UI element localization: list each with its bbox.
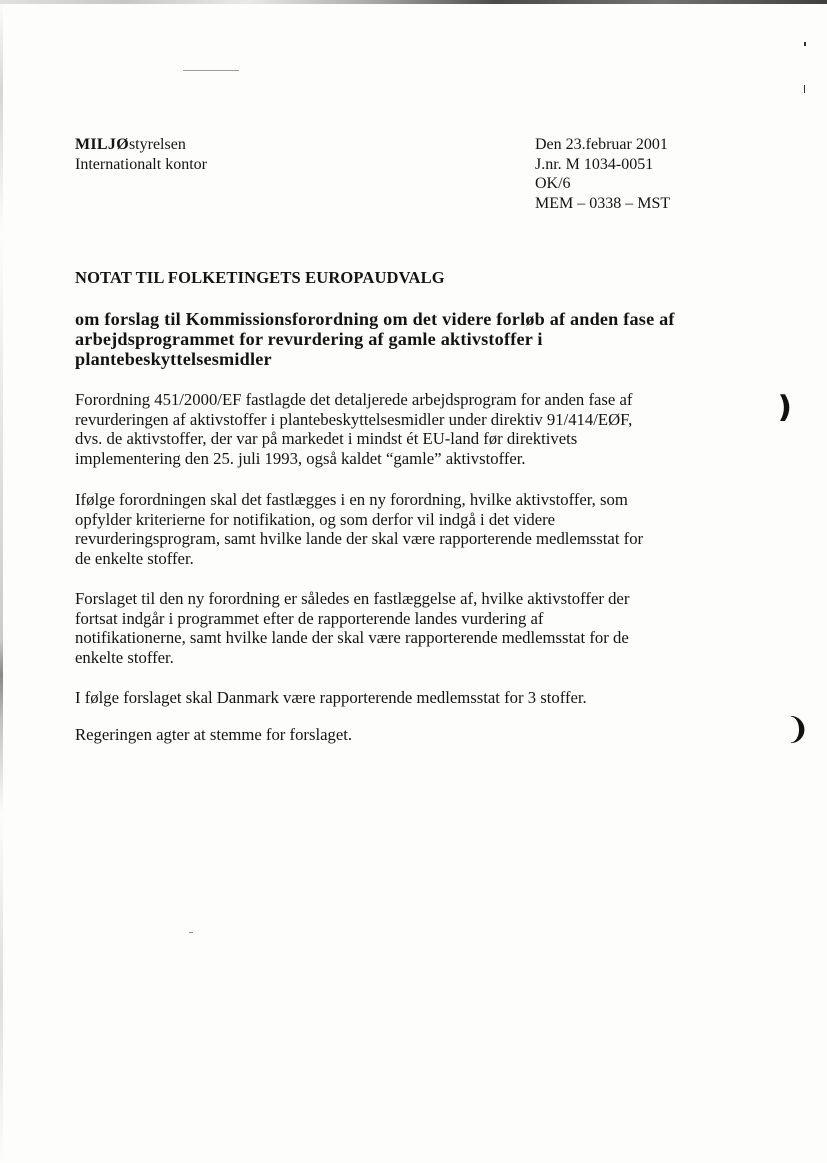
body-paragraph-4	[75, 688, 587, 708]
punch-hole-mark-icon: ❩	[785, 712, 811, 747]
subtitle-line: om forslag til Kommissionsforordning om det videre forløb af anden fase af	[75, 309, 675, 329]
paragraph-line: dvs. de aktivstoffer, der var på markedet i mindst ét EU-land før direktivets	[75, 429, 578, 449]
paragraph-line: Regeringen agter at stemme for forslaget.	[75, 725, 353, 744]
paragraph-line: Forslaget til den ny forordning er således en fastlæggelse af, hvilke aktivstoffer der	[75, 589, 630, 608]
scan-top-edge	[0, 0, 827, 4]
sender-block	[75, 135, 207, 175]
body-paragraph-3	[75, 589, 629, 667]
body-paragraph-1	[75, 390, 632, 468]
scan-speck	[804, 42, 806, 46]
paragraph-line: fortsat indgår i programmet efter de rapporterende landes vurdering af	[75, 608, 544, 628]
memo-reference: MEM – 0338 – MST	[535, 194, 671, 212]
paragraph-line: Ifølge forordningen skal det fastlægges i en ny forordning, hvilke aktivstoffer, som	[75, 490, 628, 509]
subtitle-line: plantebeskyttelsesmidler	[75, 349, 272, 369]
paragraph-line: revurderingsprogram, samt hvilke lande der skal være rapporterende medlemsstat for	[75, 529, 644, 549]
scan-left-edge	[0, 0, 3, 1163]
punch-hole-mark-icon: ❫	[772, 390, 798, 425]
journal-number: J.nr. M 1034-0051	[535, 155, 654, 173]
document-title: NOTAT TIL FOLKETINGETS EUROPAUDVALG	[75, 268, 445, 287]
paragraph-line: revurderingen af aktivstoffer i plantebeskyttelsesmidler under direktiv 91/414/EØF,	[75, 409, 633, 429]
paragraph-line: de enkelte stoffer.	[75, 548, 194, 568]
paragraph-line: notifikationerne, samt hvilke lande der skal være rapporterende medlemsstat for de	[75, 628, 629, 648]
paragraph-line: implementering den 25. juli 1993, også kaldet “gamle” aktivstoffer.	[75, 448, 526, 468]
paragraph-line: I følge forslaget skal Danmark være rapporterende medlemsstat for 3 stoffer.	[75, 688, 587, 707]
document-date: Den 23.februar 2001	[535, 136, 668, 153]
document-subtitle	[75, 309, 755, 369]
scan-artifact-line	[183, 70, 239, 71]
department-name: Internationalt kontor	[75, 156, 207, 173]
body-paragraph-2	[75, 490, 643, 568]
document-meta-block	[535, 135, 670, 213]
paragraph-line: opfylder kriterierne for notifikation, og som derfor vil indgå i det videre	[75, 509, 556, 529]
agency-name: MILJØstyrelsen	[75, 136, 186, 153]
scan-speck	[189, 932, 193, 933]
body-paragraph-5	[75, 725, 352, 745]
office-code: OK/6	[535, 175, 571, 192]
subtitle-line: arbejdsprogrammet for revurdering af gamle aktivstoffer i	[75, 329, 543, 349]
paragraph-line: enkelte stoffer.	[75, 647, 174, 667]
scan-speck	[804, 85, 805, 93]
paragraph-line: Forordning 451/2000/EF fastlagde det detaljerede arbejdsprogram for anden fase af	[75, 390, 633, 409]
